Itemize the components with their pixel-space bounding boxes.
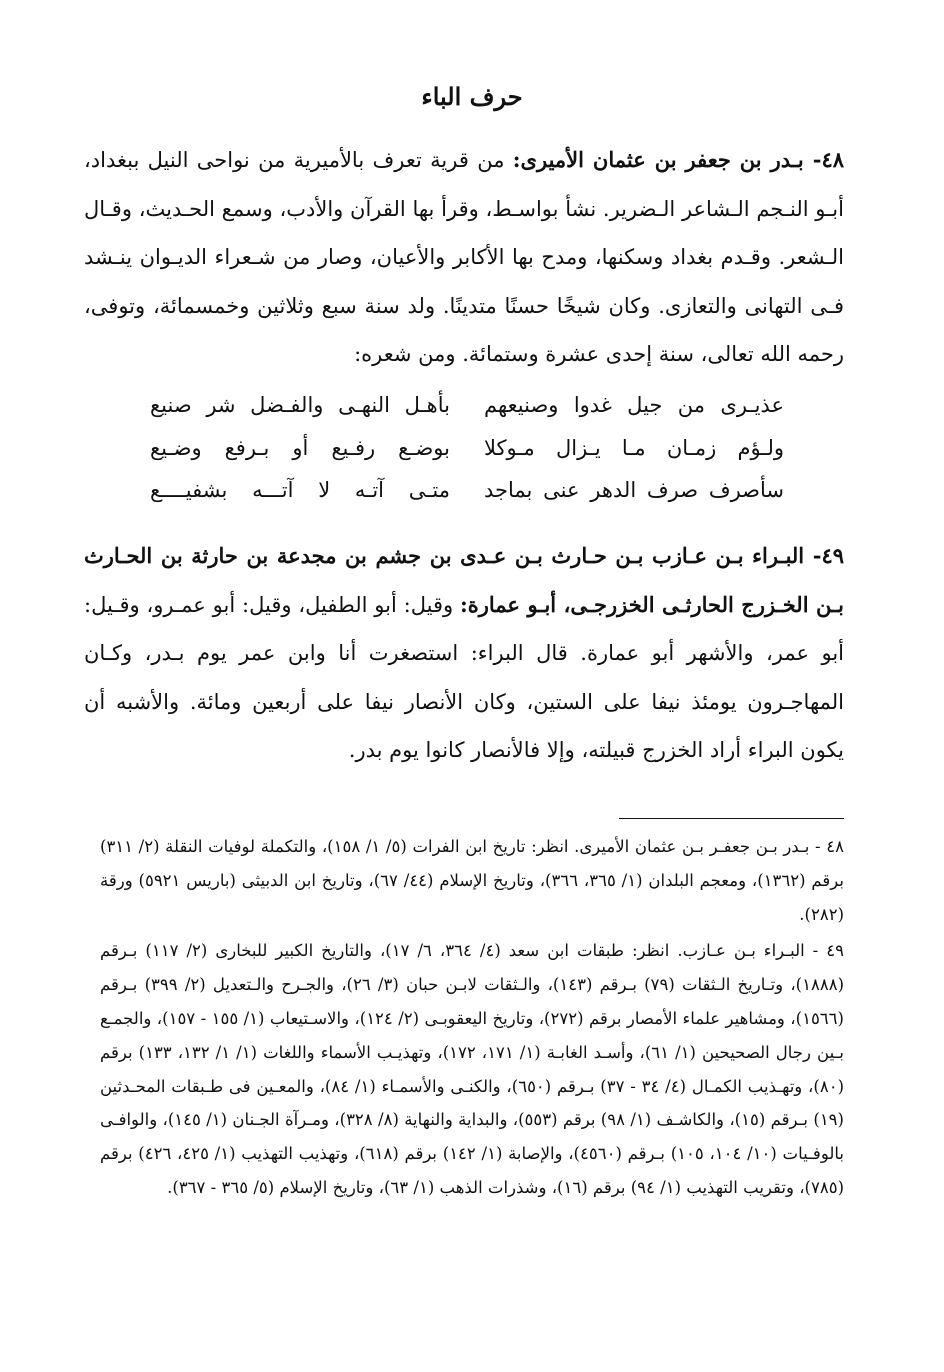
- footnotes: [100, 830, 844, 1205]
- verse-first-hemistich: ولـؤم زمـان مـا يـزال مـوكلا: [484, 435, 784, 460]
- entry-48-body: من قرية تعرف بالأميرية من نواحى النيل ببغداد، أبـو النـجم الـشاعر الـضرير. نشأ بواسـط، وقرأ بها القرآن والأدب، وسمع الحـديث، وقـال الـشعر. وقـدم بغداد وسكنها، ومدح بها الأكابر والأعيان، وصار من شـعراء الديـوان ينـشد فـى التهانى والتعازى. وكان شيخًا حسنًا متدينًا. ولد سنة سبع وثلاثين وخمسمائة، وتوفى، رحمه الله تعالى، سنة إحدى عشرة وستمائة. ومن شعره:: [84, 148, 844, 366]
- biography-entry-48: [84, 136, 844, 379]
- verse-line: [150, 384, 784, 427]
- entry-49-body: وقيل: أبو الطفيل، وقيل: أبو عمـرو، وقـيل: أبو عمر، والأشهر أبو عمارة. قال البراء: استصغرت أنا وابن عمر يوم بـدر، وكـان المهاجـرون يومئذ نيفا على الستين، وكان الأنصار نيفا على أربعين ومائة. والأشبه أن يكون البراء أراد الخزرج قبيلته، وإلا فالأنصار كانوا يوم بدر.: [84, 592, 844, 762]
- footnote-49: ٤٩ - البـراء بـن عـازب. انظر: طبقات ابن سعد (٤/ ٣٦٤، ٦/ ١٧)، والتاريخ الكبير للبخارى (٢/ ١١٧) بـرقم (١٨٨٨)، وتـاريخ الـثقات (٧٩) بـرقم (١٤٣)، والـثقات لابـن حبان (٣/ ٢٦)، والجـرح والـتعديل (٢/ ٣٩٩) بـرقم (١٥٦٦)، ومشاهير علماء الأمصار برقم (٢٧٢)، وتاريخ اليعقوبـى (٢/ ١٢٤)، والاسـتيعاب (١/ ١٥٥ - ١٥٧)، والجمـع بـين رجال الصحيحين (١/ ٦١)، وأسـد الغابـة (١/ ١٧١، ١٧٢)، وتهذيـب الأسماء واللغات (١/ ١/ ١٣٢، ١٣٣) برقم (٨٠)، وتهـذيب الكمـال (٤/ ٣٤ - ٣٧) بـرقم (٦٥٠)، والكنـى والأسمـاء (١/ ٨٤)، والمعـين فى طـبقات المحـدثين (١٩) بـرقم (١٥)، والكاشـف (١/ ٩٨) برقم (٥٥٣)، والبداية والنهاية (٨/ ٣٢٨)، ومـرآة الجـنان (١/ ١٤٥)، والوافـى بالوفـيات (١٠/ ١٠٤، ١٠٥) بـرقم (٤٥٦٠)، والإصابة (١/ ١٤٢) برقم (٦١٨)، وتهذيب التهذيب (١/ ٤٢٥، ٤٢٦) برقم (٧٨٥)، وتقريب التهذيب (١/ ٩٤) برقم (١٦)، وشذرات الذهب (١/ ٦٣)، وتاريخ الإسلام (٥/ ٣٦٥ - ٣٦٧).: [100, 941, 845, 1197]
- verse-second-hemistich: بأهـل النهـى والفـضل شر صنيع: [150, 393, 450, 417]
- verse-line: [150, 469, 784, 512]
- verse-first-hemistich: عذيـرى من جيل غدوا وصنيعهم: [484, 393, 784, 417]
- biography-entry-49: [84, 532, 844, 775]
- verse-first-hemistich: سأصرف صرف الدهر عنى بماجد: [484, 478, 784, 502]
- entry-48-heading: ٤٨- بـدر بن جعفر بن عثمان الأميرى:: [512, 147, 845, 172]
- poem-verses: [150, 384, 784, 512]
- footnote-divider: [619, 818, 844, 819]
- footnote-48: ٤٨ - بـدر بـن جعفـر بـن عثمان الأميرى. انظر: تاريخ ابن الفرات (٥/ ١/ ١٥٨)، والتكملة لوفيات النقلة (٢/ ٣١١) برقم (١٣٦٢)، ومعجم البلدان (١/ ٣٦٥، ٣٦٦)، وتاريخ الإسلام (٤٤/ ٦٧)، وتاريخ ابن الدبيثى (باريس ٥٩٢١) ورقة (٢٨٢).: [100, 837, 844, 924]
- verse-second-hemistich: بوضـع رفـيع أو بـرفع وضـيع: [150, 435, 450, 460]
- verse-second-hemistich: متـى آتـه لا آتـــه بشفيــــع: [150, 478, 450, 502]
- verse-line: [150, 427, 784, 470]
- entry-49-heading: ٤٩- البـراء بـن عـازب بـن حـارث بـن عـدى بن جشم بن مجدعة بن حارثة بن الحـارث بـن الخـزرج الحارثـى الخزرجـى، أبـو عمارة:: [84, 543, 844, 617]
- chapter-header: حرف الباء: [421, 82, 523, 111]
